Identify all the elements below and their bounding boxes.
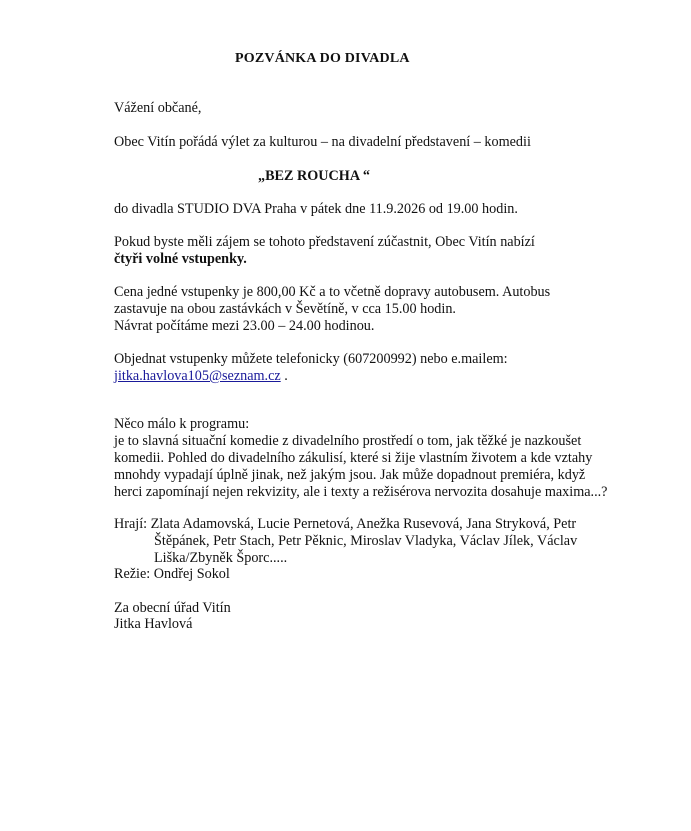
greeting: Vážení občané, [114, 100, 202, 116]
program-text-line: mnohdy vypadají úplně jinak, než jakým jsou. Jak může dopadnout premiéra, když [114, 467, 586, 483]
signature-office: Za obecní úřad Vitín [114, 600, 231, 616]
bus-stop-text: zastavuje na obou zastávkách v Ševětíně, v cca 15.00 hodin. [114, 301, 456, 317]
program-text-line: je to slavná situační komedie z divadelního prostředí o tom, jak těžké je nazkoušet [114, 433, 582, 449]
order-text: Objednat vstupenky můžete telefonicky (607200992) nebo e.mailem: [114, 351, 508, 367]
program-heading: Něco málo k programu: [114, 416, 250, 432]
email-link[interactable]: jitka.havlova105@seznam.cz [114, 368, 281, 384]
offer-text: Pokud byste měli zájem se tohoto představení zúčastnit, Obec Vitín nabízí [114, 234, 535, 250]
venue-text: do divadla STUDIO DVA Praha v pátek dne 11.9.2026 od 19.00 hodin. [114, 201, 518, 217]
cast-line: Hrají: Zlata Adamovská, Lucie Pernetová, Anežka Rusevová, Jana Stryková, Petr [114, 516, 577, 532]
return-text: Návrat počítáme mezi 23.00 – 24.00 hodinou. [114, 318, 375, 334]
price-text: Cena jedné vstupenky je 800,00 Kč a to včetně dopravy autobusem. Autobus [114, 284, 551, 300]
director-line: Režie: Ondřej Sokol [114, 566, 230, 582]
email-suffix: . [280, 368, 288, 384]
program-text-line: herci zapomínají nejen rekvizity, ale i texty a režisérova nervozita dosahuje maxima...? [114, 484, 608, 500]
page-title: POZVÁNKA DO DIVADLA [235, 51, 410, 66]
signature-name: Jitka Havlová [114, 616, 193, 632]
intro-text: Obec Vitín pořádá výlet za kulturou – na divadelní představení – komedii [114, 134, 531, 150]
program-text-line: komedii. Pohled do divadelního zákulisí, které si žije vlastním životem a kde vztahy [114, 450, 593, 466]
offer-highlight: čtyři volné vstupenky. [114, 251, 247, 267]
play-title: „BEZ ROUCHA “ [258, 168, 370, 184]
cast-line: Liška/Zbyněk Šporc..... [154, 550, 288, 566]
email-line [114, 368, 288, 385]
cast-line: Štěpánek, Petr Stach, Petr Pěknic, Miroslav Vladyka, Václav Jílek, Václav [154, 533, 578, 549]
